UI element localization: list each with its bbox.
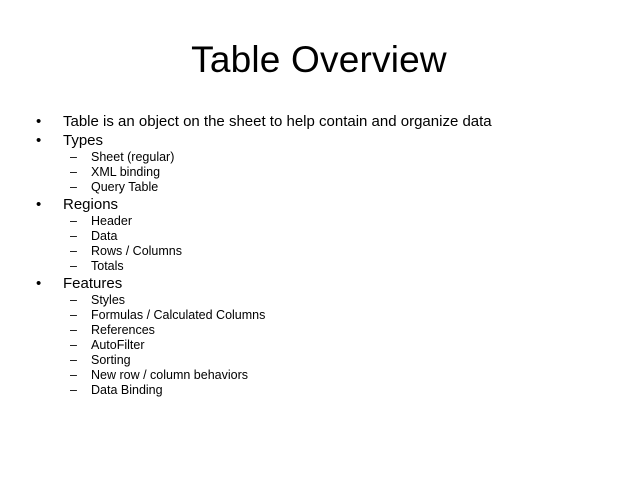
bullet-item (0, 195, 638, 214)
dash-marker: – (70, 323, 77, 337)
sub-item-label: Sorting (91, 353, 131, 367)
bullet-marker: • (36, 275, 42, 292)
sub-list (0, 214, 638, 274)
sub-item-label: Totals (91, 259, 124, 273)
sub-item-label: Formulas / Calculated Columns (91, 308, 266, 322)
bullet-label: Types (63, 132, 104, 149)
bullet-item (0, 112, 638, 131)
sub-item (0, 383, 638, 398)
sub-item (0, 338, 638, 353)
sub-item-label: Data (91, 229, 118, 243)
sub-item (0, 180, 638, 195)
sub-item-label: Styles (91, 293, 126, 307)
bullet-item (0, 274, 638, 293)
sub-item-label: Sheet (regular) (91, 150, 175, 164)
bullet-list (0, 112, 638, 398)
sub-item (0, 308, 638, 323)
sub-list (0, 293, 638, 398)
sub-item (0, 259, 638, 274)
bullet-label: Regions (63, 196, 119, 213)
sub-item (0, 150, 638, 165)
bullet-marker: • (36, 196, 42, 213)
sub-item-label: Data Binding (91, 383, 163, 397)
sub-item (0, 353, 638, 368)
sub-item-label: Header (91, 214, 132, 228)
sub-item (0, 293, 638, 308)
bullet-label: Features (63, 275, 123, 292)
dash-marker: – (70, 244, 77, 258)
sub-item-label: XML binding (91, 165, 161, 179)
sub-item (0, 229, 638, 244)
dash-marker: – (70, 259, 77, 273)
dash-marker: – (70, 308, 77, 322)
sub-item-label: New row / column behaviors (91, 368, 249, 382)
sub-item (0, 368, 638, 383)
bullet-label: Table is an object on the sheet to help contain and organize data (63, 113, 492, 130)
bullet-marker: • (36, 132, 42, 149)
dash-marker: – (70, 368, 77, 382)
dash-marker: – (70, 383, 77, 397)
sub-item-label: Rows / Columns (91, 244, 182, 258)
dash-marker: – (70, 150, 77, 164)
sub-list (0, 150, 638, 195)
dash-marker: – (70, 180, 77, 194)
slide-title: Table Overview (191, 39, 447, 80)
sub-item (0, 165, 638, 180)
dash-marker: – (70, 338, 77, 352)
dash-marker: – (70, 214, 77, 228)
dash-marker: – (70, 229, 77, 243)
sub-item-label: References (91, 323, 155, 337)
sub-item-label: AutoFilter (91, 338, 145, 352)
sub-item (0, 214, 638, 229)
sub-item (0, 323, 638, 338)
bullet-marker: • (36, 113, 42, 130)
sub-item (0, 244, 638, 259)
dash-marker: – (70, 293, 77, 307)
sub-item-label: Query Table (91, 180, 159, 194)
dash-marker: – (70, 165, 77, 179)
dash-marker: – (70, 353, 77, 367)
bullet-item (0, 131, 638, 150)
